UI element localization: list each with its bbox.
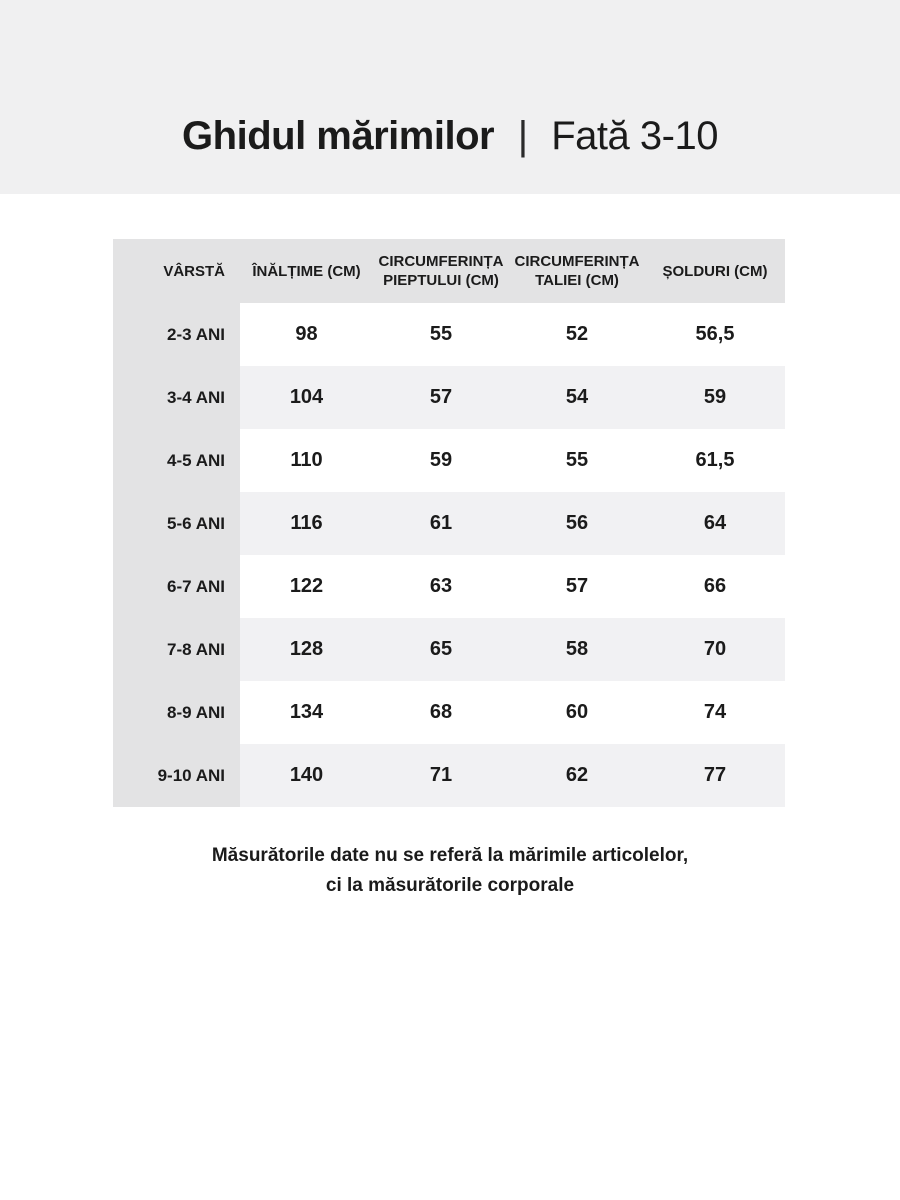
cell-chest: 65 — [373, 618, 509, 681]
cell-chest: 71 — [373, 744, 509, 807]
cell-hips: 66 — [645, 555, 785, 618]
cell-chest: 59 — [373, 429, 509, 492]
table-row — [113, 366, 785, 429]
cell-waist: 55 — [509, 429, 645, 492]
cell-height: 140 — [240, 744, 373, 807]
cell-waist: 52 — [509, 303, 645, 366]
cell-hips: 74 — [645, 681, 785, 744]
cell-waist: 56 — [509, 492, 645, 555]
row-label: 9-10 ANI — [113, 744, 240, 807]
col-header-hips: ȘOLDURI (CM) — [645, 239, 785, 303]
row-label: 6-7 ANI — [113, 555, 240, 618]
cell-height: 98 — [240, 303, 373, 366]
cell-chest: 57 — [373, 366, 509, 429]
size-guide-table — [113, 239, 785, 807]
col-header-age: VÂRSTĂ — [113, 239, 240, 303]
title-separator: | — [517, 114, 528, 158]
cell-waist: 60 — [509, 681, 645, 744]
row-label: 2-3 ANI — [113, 303, 240, 366]
title-category: Fată 3-10 — [551, 114, 718, 158]
table-row — [113, 618, 785, 681]
cell-hips: 59 — [645, 366, 785, 429]
footer-note-line2: ci la măsurătorile corporale — [325, 875, 575, 896]
cell-chest: 61 — [373, 492, 509, 555]
cell-waist: 58 — [509, 618, 645, 681]
row-label: 5-6 ANI — [113, 492, 240, 555]
cell-height: 122 — [240, 555, 373, 618]
cell-height: 134 — [240, 681, 373, 744]
table-row — [113, 492, 785, 555]
cell-hips: 64 — [645, 492, 785, 555]
cell-waist: 62 — [509, 744, 645, 807]
table-row — [113, 744, 785, 807]
header-row — [113, 239, 785, 303]
cell-hips: 77 — [645, 744, 785, 807]
cell-height: 116 — [240, 492, 373, 555]
header-band — [0, 0, 900, 194]
footer-note-line1: Măsurătorile date nu se referă la mărimile articolelor, — [211, 845, 689, 866]
cell-waist: 54 — [509, 366, 645, 429]
cell-chest: 55 — [373, 303, 509, 366]
cell-height: 104 — [240, 366, 373, 429]
footer-note — [0, 841, 900, 901]
row-label: 3-4 ANI — [113, 366, 240, 429]
page-title — [0, 114, 900, 159]
cell-chest: 63 — [373, 555, 509, 618]
table-row — [113, 681, 785, 744]
cell-height: 110 — [240, 429, 373, 492]
size-guide-table-container — [113, 239, 785, 807]
row-label: 4-5 ANI — [113, 429, 240, 492]
cell-waist: 57 — [509, 555, 645, 618]
row-label: 7-8 ANI — [113, 618, 240, 681]
table-row — [113, 303, 785, 366]
col-header-chest: CIRCUMFERINȚA PIEPTULUI (CM) — [373, 239, 509, 303]
col-header-height: ÎNĂLȚIME (CM) — [240, 239, 373, 303]
cell-height: 128 — [240, 618, 373, 681]
col-header-waist: CIRCUMFERINȚA TALIEI (CM) — [509, 239, 645, 303]
cell-hips: 61,5 — [645, 429, 785, 492]
table-row — [113, 555, 785, 618]
cell-chest: 68 — [373, 681, 509, 744]
table-row — [113, 429, 785, 492]
cell-hips: 70 — [645, 618, 785, 681]
cell-hips: 56,5 — [645, 303, 785, 366]
title-main: Ghidul mărimilor — [182, 114, 495, 158]
row-label: 8-9 ANI — [113, 681, 240, 744]
